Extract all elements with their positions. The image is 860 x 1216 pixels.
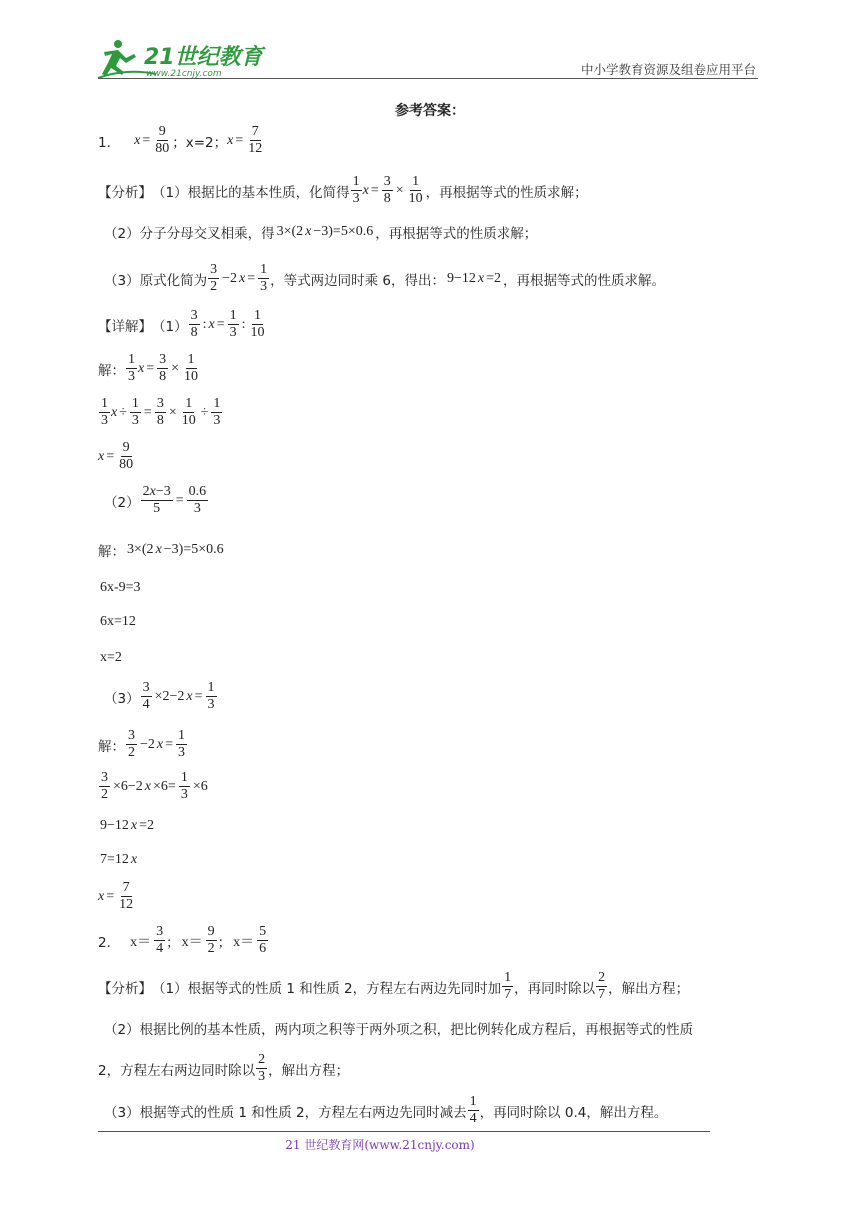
- fraction: $\frac{9}{80}$: [155, 124, 170, 156]
- header-divider: [98, 78, 758, 79]
- q1-step: 6x-9=3: [100, 580, 141, 595]
- q2-label: 2．: [98, 934, 121, 951]
- q1-step: 9−12 x =2: [100, 818, 155, 833]
- q2-analysis-2b: 2，方程左右两边同时除以 $\frac{2}{3}$ ，解出方程；: [98, 1052, 350, 1084]
- q1-step: x = $\frac{9}{80}$: [98, 440, 134, 472]
- q1-step: x=2: [100, 650, 122, 665]
- q1-step: x = $\frac{7}{12}$: [98, 880, 134, 912]
- q1-analysis-1: 【分析】 （1）根据比的基本性质，化简得 $\frac{1}{3}$ x = $\frac{3}{8}$ × $\frac{1}{10}$ ，再根据等式的性质求解；: [98, 174, 588, 206]
- q1-detail-3: （3） $\frac{3}{4}$ ×2−2 x = $\frac{1}{3}$: [104, 680, 215, 712]
- q1-step: 解： 3×(2 x −3)=5×0.6: [98, 542, 224, 560]
- q1-step: 7=12 x: [100, 852, 138, 867]
- q2-analysis-2: （2）根据比例的基本性质，两内项之积等于两外项之积，把比例转化成方程后，再根据等式的性质: [104, 1022, 694, 1038]
- q2-answer-row: 2． x＝ $\frac{3}{4}$ ； x＝ $\frac{9}{2}$ ； x＝ $\frac{5}{6}$: [98, 924, 267, 956]
- q2-analysis-3: （3）根据等式的性质 1 和性质 2，方程左右两边先同时减去 $\frac{1}{4}$ ，再同时除以 0.4，解出方程。: [104, 1094, 668, 1126]
- q1-analysis-3: （3）原式化简为 $\frac{3}{2}$ −2 x = $\frac{1}{3}$ ，等式两边同时乘 6，得出： 9−12 x =2 ，再根据等式的性质求解。: [104, 262, 666, 294]
- q1-step: 解： $\frac{1}{3}$ x = $\frac{3}{8}$ × $\frac{1}{10}$: [98, 352, 199, 384]
- q1-detail-2: （2） $\frac{2x-3}{5}$ = $\frac{0.6}{3}$: [104, 484, 207, 516]
- footer-text: 21 世纪教育网(www.21cnjy.com): [285, 1138, 475, 1152]
- logo-url: www.21cnjy.com: [146, 69, 222, 79]
- q1-answer-2: x=2；: [185, 134, 228, 151]
- q1-step: $\frac{1}{3}$ x ÷ $\frac{1}{3}$ = $\frac{3}{8}$ × $\frac{1}{10}$ ÷ $\frac{1}{3}$: [101, 396, 221, 428]
- footer-divider: [98, 1131, 710, 1132]
- q1-step: 6x=12: [100, 614, 136, 629]
- page-title: 参考答案：: [395, 103, 465, 119]
- q2-analysis-1: 【分析】 （1）根据等式的性质 1 和性质 2，方程左右两边先同时加 $\frac{1}{7}$ ，再同时除以 $\frac{2}{7}$ ，解出方程；: [98, 970, 690, 1002]
- q1-answer-row: 1． x = $\frac{9}{80}$ ； x=2； x = $\frac{7}{12}$: [98, 124, 263, 156]
- logo-title: 21世纪教育: [144, 45, 263, 70]
- q1-label: 1．: [98, 134, 121, 151]
- q1-step: $\frac{3}{2}$ ×6−2 x ×6= $\frac{1}{3}$ ×6: [101, 770, 208, 802]
- q1-analysis-2: （2）分子分母交叉相乘，得 3×(2 x −3)=5×0.6 ，再根据等式的性质求解；: [104, 224, 538, 242]
- q1-step: 解： $\frac{3}{2}$ −2 x = $\frac{1}{3}$: [98, 728, 186, 760]
- fraction: $\frac{7}{12}$: [248, 124, 263, 156]
- site-logo: [96, 38, 266, 80]
- site-name: 中小学教育资源及组卷应用平台: [580, 62, 756, 77]
- q1-detail-1: 【详解】 （1） $\frac{3}{8}$ : x = $\frac{1}{3}$ : $\frac{1}{10}$: [98, 308, 265, 340]
